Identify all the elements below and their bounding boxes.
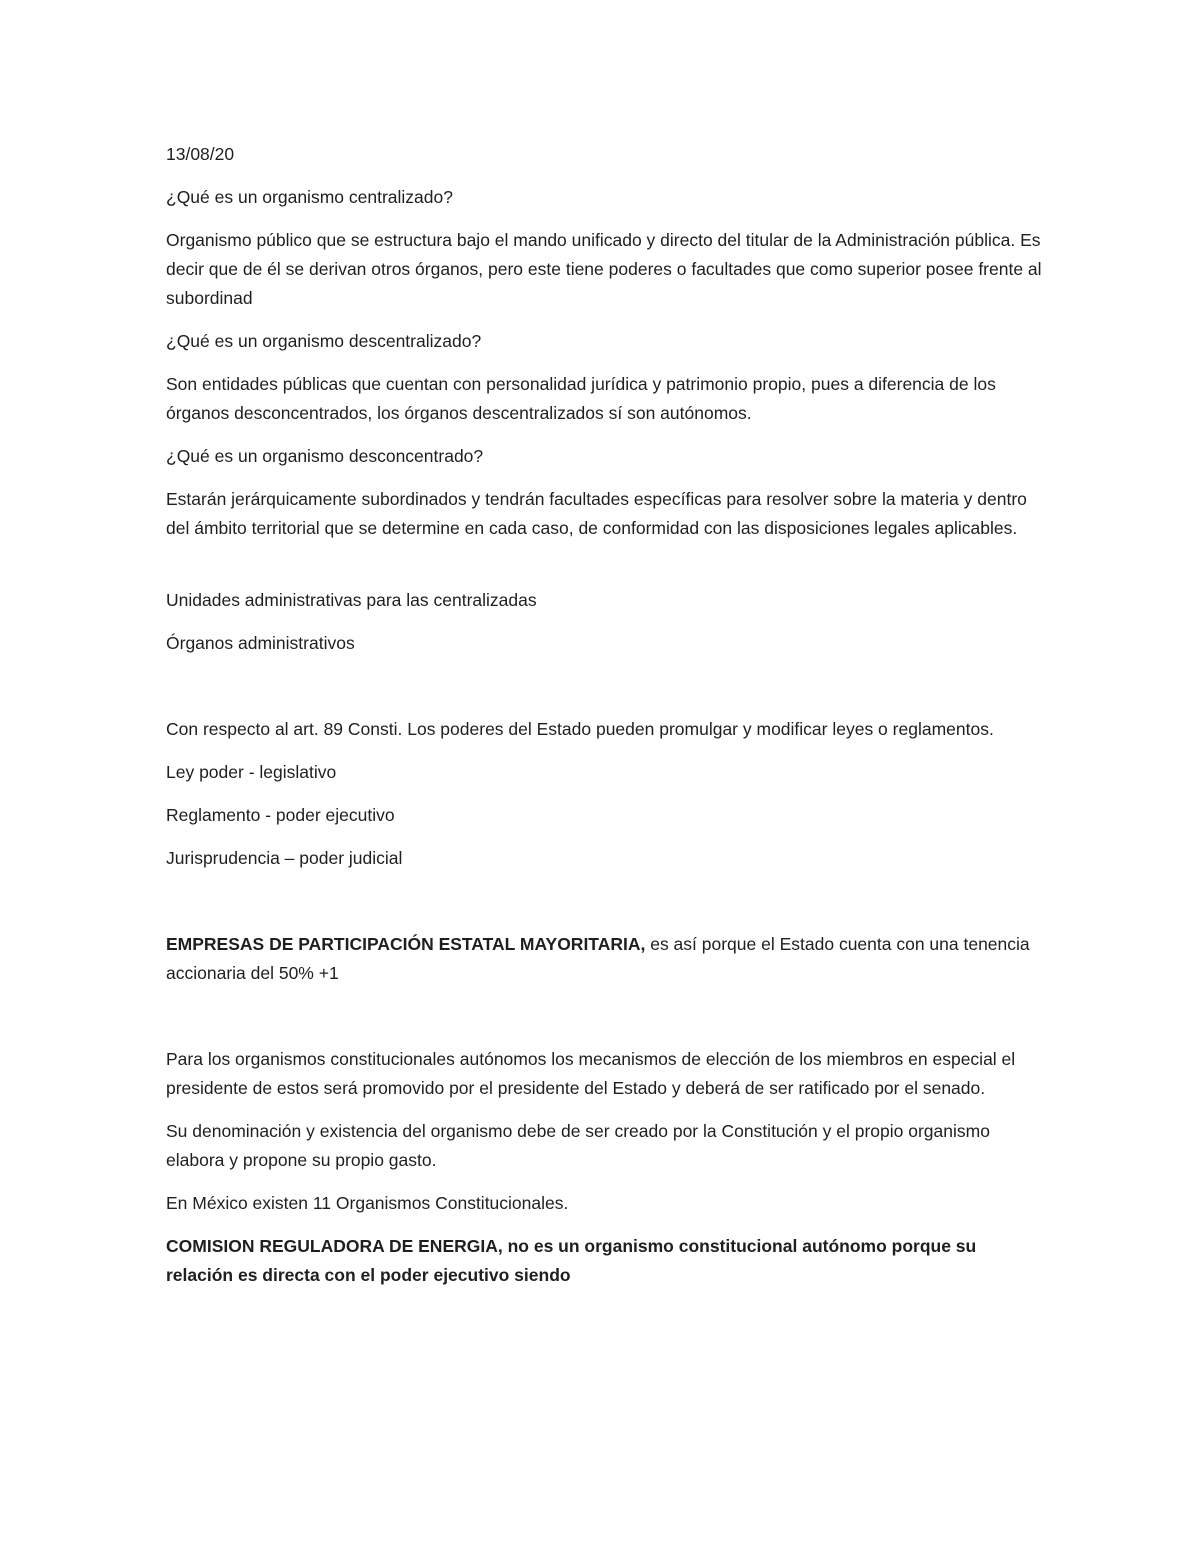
powers-item-reglamento: Reglamento - poder ejecutivo <box>166 805 395 825</box>
document-body <box>166 140 1046 1304</box>
spacer <box>166 672 1046 715</box>
organismos-paragraph-3: En México existen 11 Organismos Constitucionales. <box>166 1193 569 1213</box>
comision-text: no es un organismo constitucional autónomo porque su relación es directa con el poder ejecutivo siendo <box>166 1236 977 1285</box>
comision-paragraph <box>166 1232 1046 1290</box>
answer-descentralizado: Son entidades públicas que cuentan con personalidad jurídica y patrimonio propio, pues a diferencia de los órganos desconcentrados, los órganos descentralizados sí son autónomos. <box>166 374 996 423</box>
date-text: 13/08/20 <box>166 144 235 164</box>
question-descentralizado: ¿Qué es un organismo descentralizado? <box>166 331 482 351</box>
question-desconcentrado: ¿Qué es un organismo desconcentrado? <box>166 446 484 466</box>
spacer <box>166 1002 1046 1045</box>
powers-item-jurisprudencia: Jurisprudencia – poder judicial <box>166 848 403 868</box>
units-line-1: Unidades administrativas para las centralizadas <box>166 590 537 610</box>
empresas-paragraph <box>166 930 1046 988</box>
comision-heading: COMISION REGULADORA DE ENERGIA, <box>166 1236 503 1256</box>
units-line-2: Órganos administrativos <box>166 633 355 653</box>
spacer <box>166 557 1046 586</box>
organismos-paragraph-2: Su denominación y existencia del organismo debe de ser creado por la Constitución y el propio organismo elabora y propone su propio gasto. <box>166 1121 990 1170</box>
art89-paragraph: Con respecto al art. 89 Consti. Los poderes del Estado pueden promulgar y modificar leyes o reglamentos. <box>166 719 994 739</box>
empresas-heading: EMPRESAS DE PARTICIPACIÓN ESTATAL MAYORITARIA, <box>166 934 646 954</box>
question-centralizado: ¿Qué es un organismo centralizado? <box>166 187 453 207</box>
answer-centralizado: Organismo público que se estructura bajo el mando unificado y directo del titular de la Administración pública. Es decir que de él se derivan otros órganos, pero este tiene poderes o facultades que como superior posee frente al subordinad <box>166 230 1042 308</box>
answer-desconcentrado: Estarán jerárquicamente subordinados y tendrán facultades específicas para resolver sobre la materia y dentro del ámbito territorial que se determine en cada caso, de conformidad con las disposiciones legales aplicables. <box>166 489 1027 538</box>
spacer <box>166 887 1046 930</box>
organismos-paragraph-1: Para los organismos constitucionales autónomos los mecanismos de elección de los miembros en especial el presidente de estos será promovido por el presidente del Estado y deberá de ser ratificado por el senado. <box>166 1049 1016 1098</box>
empresas-text: es así porque el Estado cuenta con una tenencia accionaria del 50% +1 <box>166 934 1030 983</box>
powers-item-ley: Ley poder - legislativo <box>166 762 337 782</box>
